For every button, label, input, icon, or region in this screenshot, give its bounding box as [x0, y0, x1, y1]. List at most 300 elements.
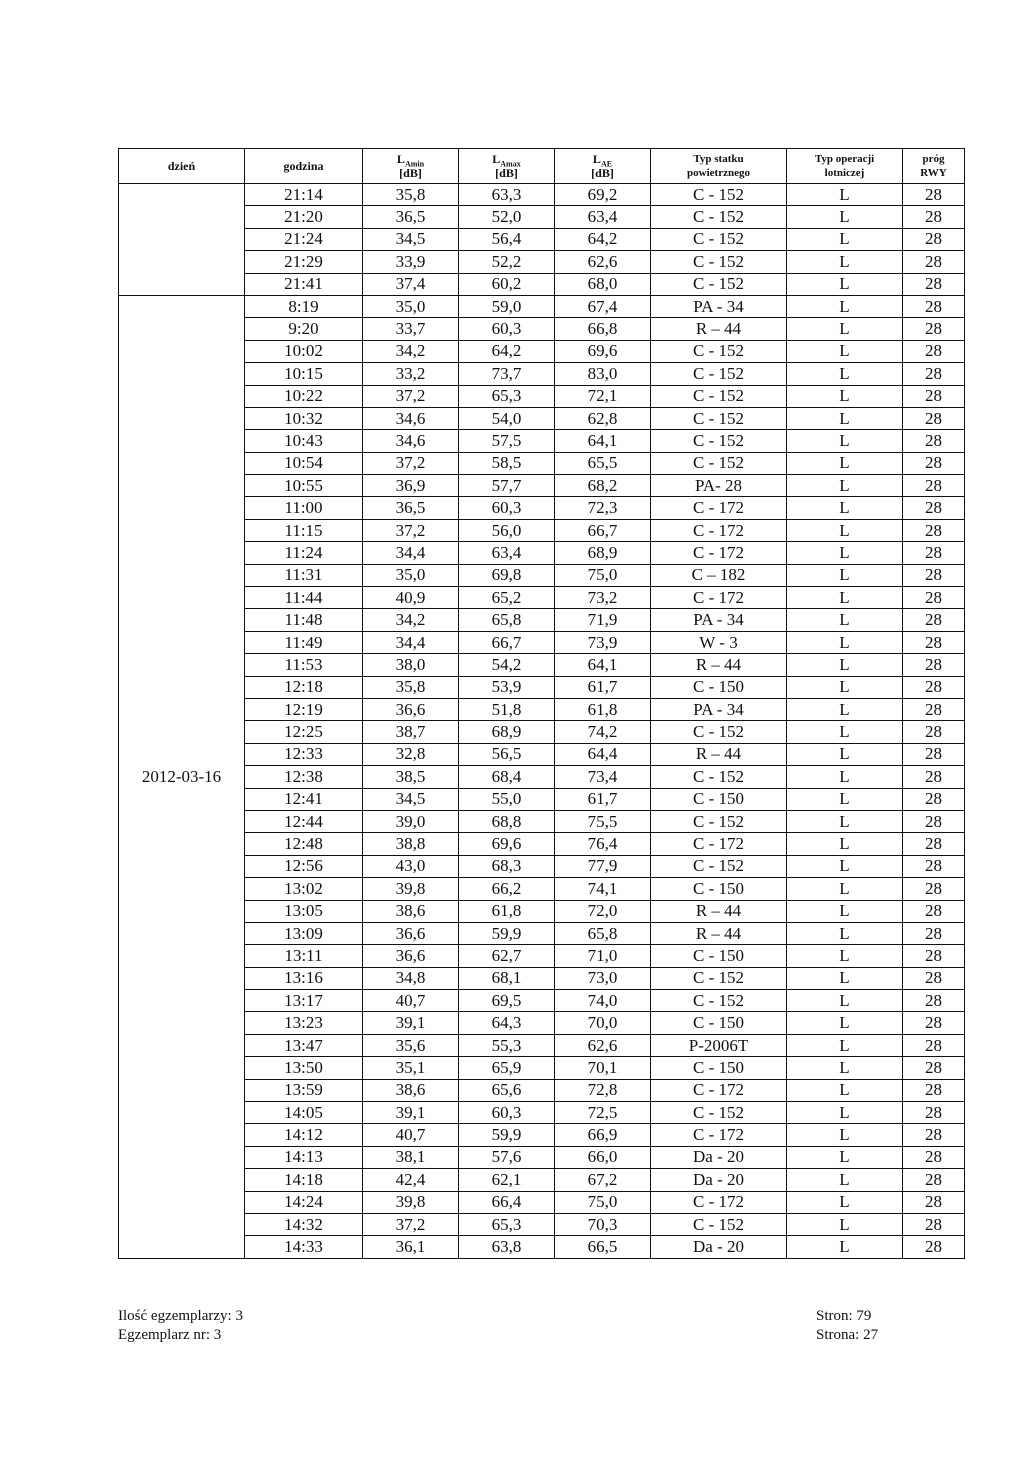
- cell-lamax: 62,1: [459, 1169, 555, 1191]
- cell-runway: 28: [903, 497, 965, 519]
- cell-aircraft-type: C - 152: [651, 228, 787, 250]
- cell-time: 14:05: [245, 1102, 363, 1124]
- copy-number: Egzemplarz nr: 3: [118, 1327, 222, 1343]
- cell-lamax: 60,3: [459, 318, 555, 340]
- cell-lamin: 39,1: [363, 1012, 459, 1034]
- cell-runway: 28: [903, 698, 965, 720]
- cell-lamax: 57,7: [459, 475, 555, 497]
- cell-lae: 72,8: [555, 1079, 651, 1101]
- table-row: [119, 654, 965, 676]
- cell-runway: 28: [903, 452, 965, 474]
- cell-aircraft-type: C - 172: [651, 542, 787, 564]
- cell-lamax: 60,3: [459, 497, 555, 519]
- cell-operation-type: L: [787, 990, 903, 1012]
- cell-runway: 28: [903, 676, 965, 698]
- cell-operation-type: L: [787, 587, 903, 609]
- cell-time: 11:00: [245, 497, 363, 519]
- cell-lamax: 65,6: [459, 1079, 555, 1101]
- table-row: [119, 340, 965, 362]
- cell-lamin: 36,1: [363, 1236, 459, 1258]
- page-number: Strona: 27: [816, 1327, 879, 1343]
- cell-lae: 62,8: [555, 407, 651, 429]
- cell-aircraft-type: P-2006T: [651, 1034, 787, 1056]
- cell-runway: 28: [903, 228, 965, 250]
- table-header: [119, 149, 965, 184]
- cell-lamax: 73,7: [459, 363, 555, 385]
- cell-runway: 28: [903, 855, 965, 877]
- cell-lae: 76,4: [555, 833, 651, 855]
- cell-runway: 28: [903, 631, 965, 653]
- cell-operation-type: L: [787, 766, 903, 788]
- cell-aircraft-type: C - 172: [651, 1079, 787, 1101]
- cell-time: 21:29: [245, 251, 363, 273]
- cell-operation-type: L: [787, 295, 903, 317]
- header-runway-threshold: [903, 149, 965, 184]
- table-row: [119, 430, 965, 452]
- cell-lae: 68,0: [555, 273, 651, 295]
- header-operation-type-1: Typ operacji: [814, 153, 875, 165]
- cell-lae: 83,0: [555, 363, 651, 385]
- cell-operation-type: L: [787, 1124, 903, 1146]
- cell-lamax: 65,2: [459, 587, 555, 609]
- cell-lamin: 38,0: [363, 654, 459, 676]
- cell-operation-type: L: [787, 251, 903, 273]
- cell-time: 21:14: [245, 184, 363, 206]
- cell-lamax: 66,2: [459, 878, 555, 900]
- cell-lamax: 63,4: [459, 542, 555, 564]
- cell-lamin: 35,8: [363, 184, 459, 206]
- cell-lae: 73,0: [555, 967, 651, 989]
- cell-operation-type: L: [787, 519, 903, 541]
- header-aircraft-type-1: Typ statku: [693, 153, 744, 165]
- cell-aircraft-type: C - 172: [651, 519, 787, 541]
- cell-runway: 28: [903, 1012, 965, 1034]
- table-row: [119, 922, 965, 944]
- cell-lamin: 33,2: [363, 363, 459, 385]
- cell-time: 14:24: [245, 1191, 363, 1213]
- table-row: [119, 990, 965, 1012]
- cell-operation-type: L: [787, 1213, 903, 1235]
- cell-lae: 65,8: [555, 922, 651, 944]
- cell-operation-type: L: [787, 206, 903, 228]
- cell-time: 10:55: [245, 475, 363, 497]
- cell-runway: 28: [903, 407, 965, 429]
- cell-lae: 72,0: [555, 900, 651, 922]
- cell-day: 2012-03-16: [119, 295, 245, 1258]
- cell-lae: 70,1: [555, 1057, 651, 1079]
- cell-lamin: 34,4: [363, 631, 459, 653]
- cell-time: 13:17: [245, 990, 363, 1012]
- noise-measurement-table-container: [118, 148, 965, 1259]
- cell-aircraft-type: C - 152: [651, 385, 787, 407]
- cell-lamax: 54,2: [459, 654, 555, 676]
- cell-lae: 64,1: [555, 654, 651, 676]
- cell-runway: 28: [903, 922, 965, 944]
- cell-runway: 28: [903, 564, 965, 586]
- cell-lamax: 64,2: [459, 340, 555, 362]
- cell-lamin: 38,6: [363, 900, 459, 922]
- cell-aircraft-type: C – 182: [651, 564, 787, 586]
- cell-lamin: 37,2: [363, 519, 459, 541]
- cell-lae: 74,1: [555, 878, 651, 900]
- cell-time: 12:56: [245, 855, 363, 877]
- cell-aircraft-type: W - 3: [651, 631, 787, 653]
- cell-operation-type: L: [787, 788, 903, 810]
- cell-aircraft-type: C - 152: [651, 1102, 787, 1124]
- cell-operation-type: L: [787, 833, 903, 855]
- cell-lamax: 57,5: [459, 430, 555, 452]
- header-lamin-main: L: [396, 152, 405, 166]
- cell-lamax: 68,1: [459, 967, 555, 989]
- cell-lae: 73,2: [555, 587, 651, 609]
- table-row: [119, 251, 965, 273]
- header-time-label: godzina: [283, 159, 324, 173]
- cell-operation-type: L: [787, 475, 903, 497]
- cell-runway: 28: [903, 1034, 965, 1056]
- cell-runway: 28: [903, 1213, 965, 1235]
- cell-time: 11:24: [245, 542, 363, 564]
- cell-lamin: 34,5: [363, 228, 459, 250]
- cell-operation-type: L: [787, 542, 903, 564]
- cell-lamin: 38,8: [363, 833, 459, 855]
- cell-lamin: 36,5: [363, 497, 459, 519]
- cell-lae: 68,9: [555, 542, 651, 564]
- cell-aircraft-type: C - 150: [651, 1057, 787, 1079]
- cell-lamin: 38,5: [363, 766, 459, 788]
- cell-runway: 28: [903, 587, 965, 609]
- cell-lae: 75,5: [555, 810, 651, 832]
- cell-lamax: 62,7: [459, 945, 555, 967]
- header-lamax: [459, 149, 555, 184]
- table-body: [119, 184, 965, 1259]
- cell-lamax: 51,8: [459, 698, 555, 720]
- cell-operation-type: L: [787, 564, 903, 586]
- cell-lamin: 35,1: [363, 1057, 459, 1079]
- cell-lae: 64,2: [555, 228, 651, 250]
- cell-lamin: 33,9: [363, 251, 459, 273]
- cell-lae: 70,3: [555, 1213, 651, 1235]
- cell-lamin: 39,8: [363, 1191, 459, 1213]
- cell-runway: 28: [903, 766, 965, 788]
- table-row: [119, 721, 965, 743]
- noise-measurement-table: [118, 148, 965, 1259]
- table-row: [119, 1079, 965, 1101]
- cell-runway: 28: [903, 788, 965, 810]
- cell-time: 8:19: [245, 295, 363, 317]
- cell-lamax: 63,8: [459, 1236, 555, 1258]
- cell-lamax: 58,5: [459, 452, 555, 474]
- cell-aircraft-type: C - 152: [651, 430, 787, 452]
- cell-lamin: 36,5: [363, 206, 459, 228]
- cell-time: 10:54: [245, 452, 363, 474]
- cell-aircraft-type: C - 172: [651, 1124, 787, 1146]
- footer-right: [816, 1307, 878, 1345]
- cell-lamax: 59,9: [459, 1124, 555, 1146]
- header-operation-type-2: lotniczej: [824, 167, 865, 179]
- table-row: [119, 385, 965, 407]
- header-row: [119, 149, 965, 184]
- cell-time: 11:31: [245, 564, 363, 586]
- cell-lae: 72,1: [555, 385, 651, 407]
- header-runway-1: próg: [922, 153, 945, 165]
- cell-runway: 28: [903, 1146, 965, 1168]
- cell-time: 12:18: [245, 676, 363, 698]
- cell-aircraft-type: C - 150: [651, 1012, 787, 1034]
- cell-aircraft-type: C - 152: [651, 990, 787, 1012]
- cell-aircraft-type: PA - 34: [651, 295, 787, 317]
- cell-aircraft-type: Da - 20: [651, 1169, 787, 1191]
- cell-lae: 66,5: [555, 1236, 651, 1258]
- cell-lamin: 36,6: [363, 922, 459, 944]
- cell-time: 13:02: [245, 878, 363, 900]
- cell-lamax: 63,3: [459, 184, 555, 206]
- cell-lae: 64,4: [555, 743, 651, 765]
- copies-count: Ilość egzemplarzy: 3: [118, 1308, 243, 1324]
- cell-lamin: 35,8: [363, 676, 459, 698]
- cell-operation-type: L: [787, 922, 903, 944]
- table-row: [119, 676, 965, 698]
- table-row: [119, 497, 965, 519]
- cell-aircraft-type: C - 172: [651, 497, 787, 519]
- cell-lamin: 43,0: [363, 855, 459, 877]
- table-row: [119, 475, 965, 497]
- cell-lae: 73,4: [555, 766, 651, 788]
- header-runway-2: RWY: [920, 167, 947, 179]
- cell-operation-type: L: [787, 1191, 903, 1213]
- cell-runway: 28: [903, 833, 965, 855]
- cell-lae: 77,9: [555, 855, 651, 877]
- cell-runway: 28: [903, 251, 965, 273]
- cell-operation-type: L: [787, 855, 903, 877]
- cell-aircraft-type: C - 152: [651, 721, 787, 743]
- table-row: [119, 967, 965, 989]
- cell-lamin: 36,9: [363, 475, 459, 497]
- cell-time: 13:05: [245, 900, 363, 922]
- cell-runway: 28: [903, 340, 965, 362]
- cell-runway: 28: [903, 273, 965, 295]
- table-row: [119, 609, 965, 631]
- cell-lamax: 56,5: [459, 743, 555, 765]
- table-row: [119, 878, 965, 900]
- cell-runway: 28: [903, 743, 965, 765]
- cell-time: 11:49: [245, 631, 363, 653]
- cell-operation-type: L: [787, 743, 903, 765]
- cell-runway: 28: [903, 430, 965, 452]
- table-row: [119, 1057, 965, 1079]
- cell-aircraft-type: R – 44: [651, 922, 787, 944]
- cell-lamax: 65,3: [459, 385, 555, 407]
- cell-time: 21:41: [245, 273, 363, 295]
- cell-lamax: 65,9: [459, 1057, 555, 1079]
- cell-aircraft-type: C - 152: [651, 184, 787, 206]
- cell-runway: 28: [903, 1236, 965, 1258]
- header-lae-main: L: [592, 152, 601, 166]
- cell-runway: 28: [903, 967, 965, 989]
- cell-runway: 28: [903, 318, 965, 340]
- cell-lae: 74,0: [555, 990, 651, 1012]
- cell-runway: 28: [903, 1124, 965, 1146]
- cell-runway: 28: [903, 810, 965, 832]
- cell-lamin: 33,7: [363, 318, 459, 340]
- cell-time: 13:11: [245, 945, 363, 967]
- cell-operation-type: L: [787, 407, 903, 429]
- cell-time: 14:33: [245, 1236, 363, 1258]
- cell-lamin: 39,1: [363, 1102, 459, 1124]
- cell-time: 11:15: [245, 519, 363, 541]
- cell-lae: 67,4: [555, 295, 651, 317]
- table-row: [119, 1124, 965, 1146]
- cell-lamin: 40,7: [363, 1124, 459, 1146]
- cell-runway: 28: [903, 1057, 965, 1079]
- cell-operation-type: L: [787, 1169, 903, 1191]
- cell-operation-type: L: [787, 1236, 903, 1258]
- cell-time: 21:24: [245, 228, 363, 250]
- cell-operation-type: L: [787, 340, 903, 362]
- cell-aircraft-type: C - 150: [651, 788, 787, 810]
- cell-aircraft-type: C - 152: [651, 452, 787, 474]
- cell-lae: 66,9: [555, 1124, 651, 1146]
- page-count: Stron: 79: [816, 1308, 872, 1324]
- cell-aircraft-type: C - 152: [651, 810, 787, 832]
- cell-runway: 28: [903, 654, 965, 676]
- cell-lae: 71,0: [555, 945, 651, 967]
- table-row: [119, 1169, 965, 1191]
- cell-operation-type: L: [787, 900, 903, 922]
- table-row: [119, 698, 965, 720]
- cell-runway: 28: [903, 1079, 965, 1101]
- cell-lamin: 35,6: [363, 1034, 459, 1056]
- cell-lamax: 68,8: [459, 810, 555, 832]
- cell-operation-type: L: [787, 1102, 903, 1124]
- cell-lamax: 59,9: [459, 922, 555, 944]
- cell-operation-type: L: [787, 698, 903, 720]
- header-day-label: dzień: [167, 159, 196, 173]
- cell-runway: 28: [903, 184, 965, 206]
- cell-aircraft-type: PA - 34: [651, 609, 787, 631]
- cell-operation-type: L: [787, 1034, 903, 1056]
- cell-time: 13:50: [245, 1057, 363, 1079]
- cell-aircraft-type: C - 152: [651, 340, 787, 362]
- cell-aircraft-type: C - 152: [651, 855, 787, 877]
- cell-lamin: 34,5: [363, 788, 459, 810]
- cell-time: 9:20: [245, 318, 363, 340]
- cell-lae: 64,1: [555, 430, 651, 452]
- cell-time: 14:32: [245, 1213, 363, 1235]
- cell-operation-type: L: [787, 721, 903, 743]
- footer-left: [118, 1307, 243, 1345]
- cell-operation-type: L: [787, 945, 903, 967]
- cell-lae: 68,2: [555, 475, 651, 497]
- cell-lamin: 34,4: [363, 542, 459, 564]
- cell-operation-type: L: [787, 385, 903, 407]
- cell-lamax: 56,4: [459, 228, 555, 250]
- header-lamin-unit: [dB]: [399, 166, 422, 180]
- cell-operation-type: L: [787, 1079, 903, 1101]
- cell-lae: 62,6: [555, 251, 651, 273]
- cell-lamax: 55,0: [459, 788, 555, 810]
- cell-runway: 28: [903, 519, 965, 541]
- cell-operation-type: L: [787, 452, 903, 474]
- cell-runway: 28: [903, 1191, 965, 1213]
- cell-lamax: 52,2: [459, 251, 555, 273]
- cell-lamin: 36,6: [363, 945, 459, 967]
- table-row: [119, 945, 965, 967]
- cell-operation-type: L: [787, 318, 903, 340]
- cell-lae: 62,6: [555, 1034, 651, 1056]
- cell-time: 21:20: [245, 206, 363, 228]
- cell-aircraft-type: Da - 20: [651, 1146, 787, 1168]
- cell-aircraft-type: C - 152: [651, 206, 787, 228]
- header-aircraft-type-2: powietrznego: [687, 167, 750, 179]
- cell-operation-type: L: [787, 273, 903, 295]
- cell-lae: 66,7: [555, 519, 651, 541]
- cell-runway: 28: [903, 878, 965, 900]
- cell-time: 12:38: [245, 766, 363, 788]
- header-lamax-sub: Amax: [500, 159, 521, 169]
- cell-lae: 72,5: [555, 1102, 651, 1124]
- cell-lae: 65,5: [555, 452, 651, 474]
- cell-lae: 63,4: [555, 206, 651, 228]
- table-row: [119, 810, 965, 832]
- header-lamax-main: L: [492, 152, 501, 166]
- cell-operation-type: L: [787, 810, 903, 832]
- cell-aircraft-type: C - 152: [651, 967, 787, 989]
- cell-lamin: 34,2: [363, 609, 459, 631]
- header-lae-sub: AE: [600, 159, 613, 169]
- cell-operation-type: L: [787, 967, 903, 989]
- table-row: [119, 900, 965, 922]
- cell-time: 13:09: [245, 922, 363, 944]
- cell-aircraft-type: R – 44: [651, 654, 787, 676]
- cell-aircraft-type: C - 152: [651, 273, 787, 295]
- cell-time: 13:16: [245, 967, 363, 989]
- cell-lamax: 68,9: [459, 721, 555, 743]
- cell-lamax: 56,0: [459, 519, 555, 541]
- cell-aircraft-type: C - 172: [651, 833, 787, 855]
- cell-lamin: 35,0: [363, 564, 459, 586]
- cell-lamax: 68,3: [459, 855, 555, 877]
- cell-time: 12:33: [245, 743, 363, 765]
- cell-time: 11:53: [245, 654, 363, 676]
- cell-aircraft-type: C - 152: [651, 766, 787, 788]
- cell-operation-type: L: [787, 676, 903, 698]
- cell-lamax: 52,0: [459, 206, 555, 228]
- cell-lamax: 69,6: [459, 833, 555, 855]
- cell-time: 10:15: [245, 363, 363, 385]
- cell-operation-type: L: [787, 631, 903, 653]
- cell-lamax: 60,3: [459, 1102, 555, 1124]
- cell-lamin: 36,6: [363, 698, 459, 720]
- cell-lamax: 59,0: [459, 295, 555, 317]
- cell-time: 10:02: [245, 340, 363, 362]
- cell-time: 11:48: [245, 609, 363, 631]
- table-row: [119, 295, 965, 317]
- cell-time: 10:32: [245, 407, 363, 429]
- cell-aircraft-type: C - 152: [651, 1213, 787, 1235]
- cell-lae: 70,0: [555, 1012, 651, 1034]
- cell-lamax: 69,5: [459, 990, 555, 1012]
- cell-runway: 28: [903, 721, 965, 743]
- cell-aircraft-type: C - 150: [651, 676, 787, 698]
- cell-aircraft-type: Da - 20: [651, 1236, 787, 1258]
- cell-lamin: 32,8: [363, 743, 459, 765]
- table-row: [119, 1191, 965, 1213]
- cell-operation-type: L: [787, 609, 903, 631]
- cell-lae: 66,0: [555, 1146, 651, 1168]
- cell-lamin: 39,8: [363, 878, 459, 900]
- cell-lamax: 68,4: [459, 766, 555, 788]
- cell-runway: 28: [903, 542, 965, 564]
